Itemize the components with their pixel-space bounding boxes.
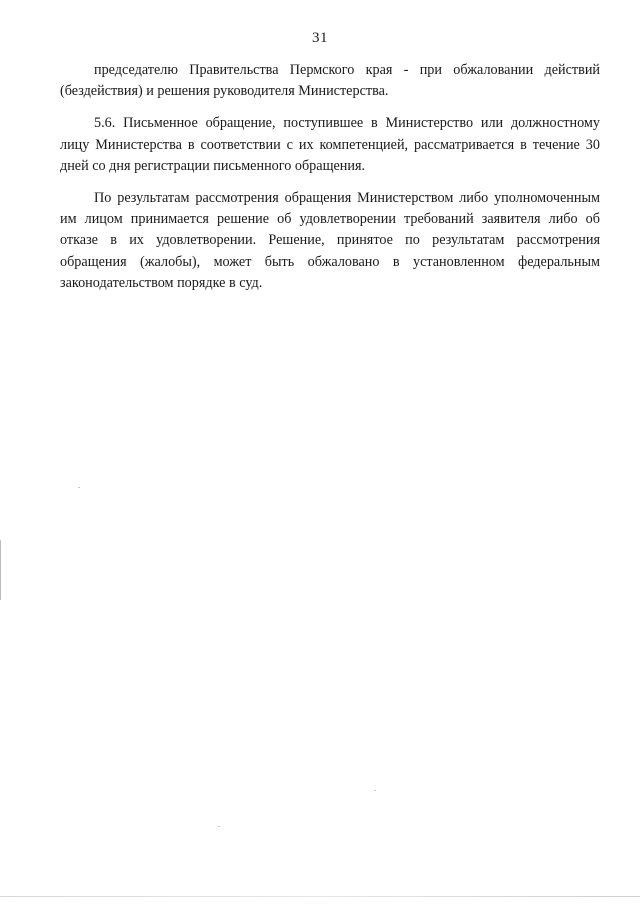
scan-speck [78, 487, 80, 488]
page-number: 31 [312, 30, 328, 46]
scan-speck [218, 826, 220, 827]
paragraph-appeal-result: По результатам рассмотрения обращения Министерством либо уполномоченным им лицом принимается решение об удовлетворении требований заявителя либо об отказе в их удовлетворении. Решение, принятое по результатам рассмотрения обращения (жалобы), может быть обжаловано в установленном федеральным законодательством порядке в суд. [60, 190, 600, 291]
document-body [60, 60, 600, 305]
scan-edge-mark [0, 540, 1, 600]
paragraph-continuation: председателю Правительства Пермского края - при обжаловании действий (бездействия) и решения руководителя Министерства. [60, 62, 600, 100]
paragraph-5-6: 5.6. Письменное обращение, поступившее в Министерство или должностному лицу Министерства в соответствии с их компетенцией, рассматривается в течение 30 дней со дня регистрации письменного обращения. [60, 115, 600, 174]
scan-bottom-line [0, 896, 640, 897]
scan-speck [374, 790, 376, 791]
